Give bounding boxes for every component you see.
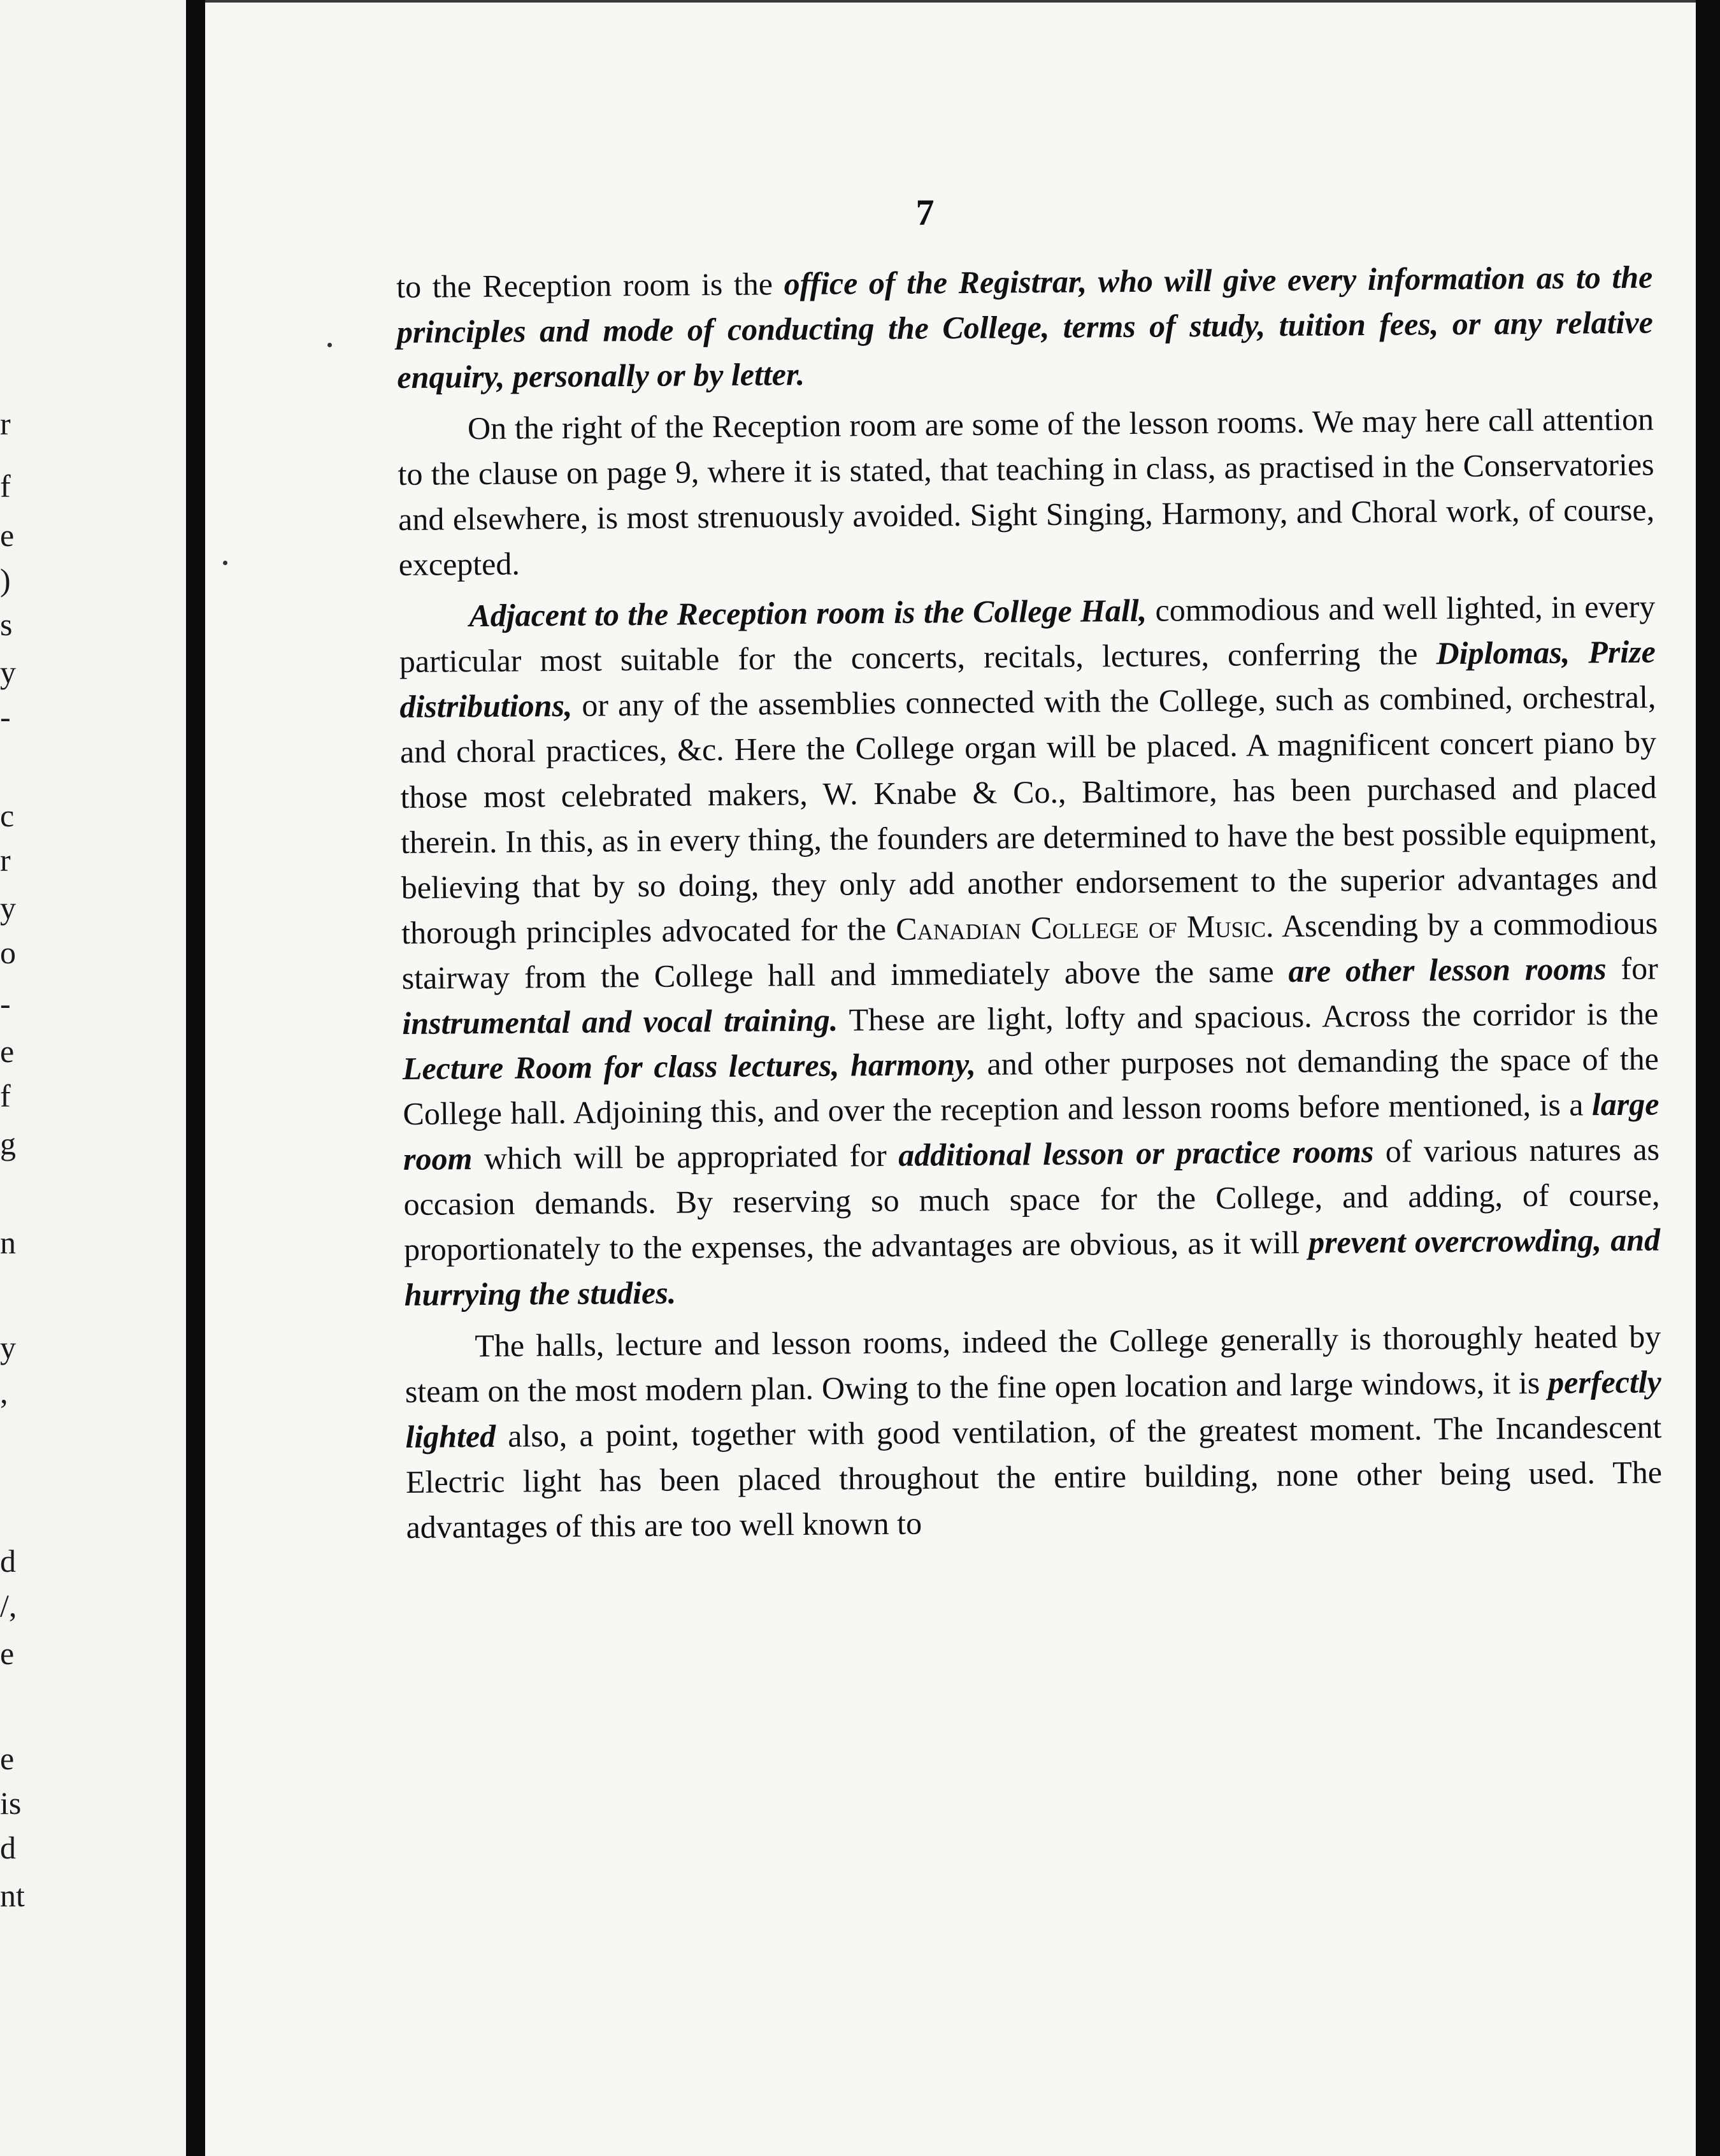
margin-fragment: r xyxy=(0,406,11,442)
margin-fragment: r xyxy=(0,842,11,878)
margin-fragment: c xyxy=(0,798,15,833)
margin-fragment: , xyxy=(0,1374,8,1410)
text-run-italic: Adjacent to the Reception room is the College Hall, xyxy=(469,592,1147,634)
text-run: for xyxy=(1606,950,1658,987)
speck xyxy=(327,343,332,347)
text-run-italic: instrumental and vocal training. xyxy=(402,1002,838,1041)
paragraph xyxy=(396,255,1654,400)
text-run: On the right of the Reception room are some of the lesson rooms. We may here call attention to the clause on page 9, where it is stated, that teaching in class, as practised in the Conservatories and elsewhere, is most strenuously avoided. Sight Singing, Harmony, and Choral work, of course, excepted. xyxy=(398,401,1655,582)
text-run-italic: prevent overcrowding, and hurrying the studies. xyxy=(404,1221,1661,1312)
margin-fragment: ) xyxy=(0,562,11,598)
margin-fragment: e xyxy=(0,1033,15,1069)
margin-fragment: - xyxy=(0,986,11,1021)
text-run-italic: perfectly lighted xyxy=(405,1363,1662,1455)
paragraph xyxy=(399,584,1661,1317)
margin-fragment: o xyxy=(0,935,16,970)
college-name: Canadian College of Music. xyxy=(896,908,1274,947)
margin-fragment: nt xyxy=(0,1878,25,1913)
text-run-italic: are other lesson rooms xyxy=(1288,951,1607,989)
paragraph xyxy=(405,1314,1663,1549)
text-run: to the Reception room is the xyxy=(396,266,784,305)
margin-fragment: y xyxy=(0,1330,16,1365)
margin-fragment: g xyxy=(0,1126,16,1161)
text-run-italic: Diplomas, Prize distributions, xyxy=(399,633,1656,724)
facing-page-edge xyxy=(0,0,186,2156)
book-gutter xyxy=(186,0,205,2156)
margin-fragment: e xyxy=(0,1741,15,1776)
margin-fragment: y xyxy=(0,890,16,926)
speck xyxy=(223,561,227,565)
text-run: and other purposes not demanding the space of the College hall. Adjoining this, and over the reception and lesson rooms before mentioned, is a xyxy=(403,1040,1659,1132)
text-run: of various natures as occasion demands. By reserving so much space for the College, and adding, of course, proportionately to the expenses, the advantages are obvious, as it will xyxy=(403,1131,1660,1267)
margin-fragment: /, xyxy=(0,1588,17,1623)
page-top-edge xyxy=(205,0,1696,3)
text-run: commodious and well lighted, in every particular most suitable for the concerts, recitals, lectures, conferring the xyxy=(399,588,1656,679)
body-text xyxy=(396,255,1663,1556)
margin-fragment: is xyxy=(0,1785,22,1821)
paragraph xyxy=(398,397,1655,587)
text-run-italic: Lecture Room for class lectures, harmony, xyxy=(402,1046,977,1086)
margin-fragment: s xyxy=(0,607,13,642)
margin-fragment: d xyxy=(0,1543,16,1579)
text-run-italic: additional lesson or practice rooms xyxy=(898,1133,1374,1173)
text-run-italic: large room xyxy=(403,1086,1659,1177)
text-run: These are light, lofty and spacious. Across the corridor is the xyxy=(838,995,1659,1038)
book-page xyxy=(205,0,1696,2156)
margin-fragment: d xyxy=(0,1830,16,1865)
margin-fragment: f xyxy=(0,1078,11,1114)
margin-fragment: e xyxy=(0,517,15,553)
margin-fragment: f xyxy=(0,468,11,504)
text-run: Ascending by a commodious stairway from the College hall and immediately above the same xyxy=(401,905,1658,996)
margin-fragment: e xyxy=(0,1635,15,1671)
page-number: 7 xyxy=(915,192,935,233)
margin-fragment: y xyxy=(0,654,16,690)
text-run: also, a point, together with good ventilation, of the greatest moment. The Incandescent Electric light has been placed throughout the entire building, none other being used. The advantages of this are too well known to xyxy=(405,1409,1663,1545)
text-run: or any of the assemblies connected with the College, such as combined, orchestral, and choral practices, &c. Here the College organ will be placed. A magnificent concert piano by those most celebrated makers, W. Knabe & Co., Baltimore, has been purchased and placed therein. In this, as in every thing, the founders are determined to have the best possible equipment, believing that by so doing, they only add another endorsement to the superior advantages and thorough principles advocated for the xyxy=(399,679,1658,951)
text-run-italic: office of the Registrar, who will give every information as to the principles and mode of conducting the College, terms of study, tuition fees, or any relative enquiry, personally or by letter. xyxy=(396,259,1653,395)
text-run: which will be appropriated for xyxy=(472,1137,899,1177)
margin-fragment: n xyxy=(0,1225,16,1260)
text-run: The halls, lecture and lesson rooms, indeed the College generally is thoroughly heated by steam on the most modern plan. Owing to the fine open location and large windows, it is xyxy=(405,1318,1661,1409)
margin-fragment: - xyxy=(0,699,11,735)
